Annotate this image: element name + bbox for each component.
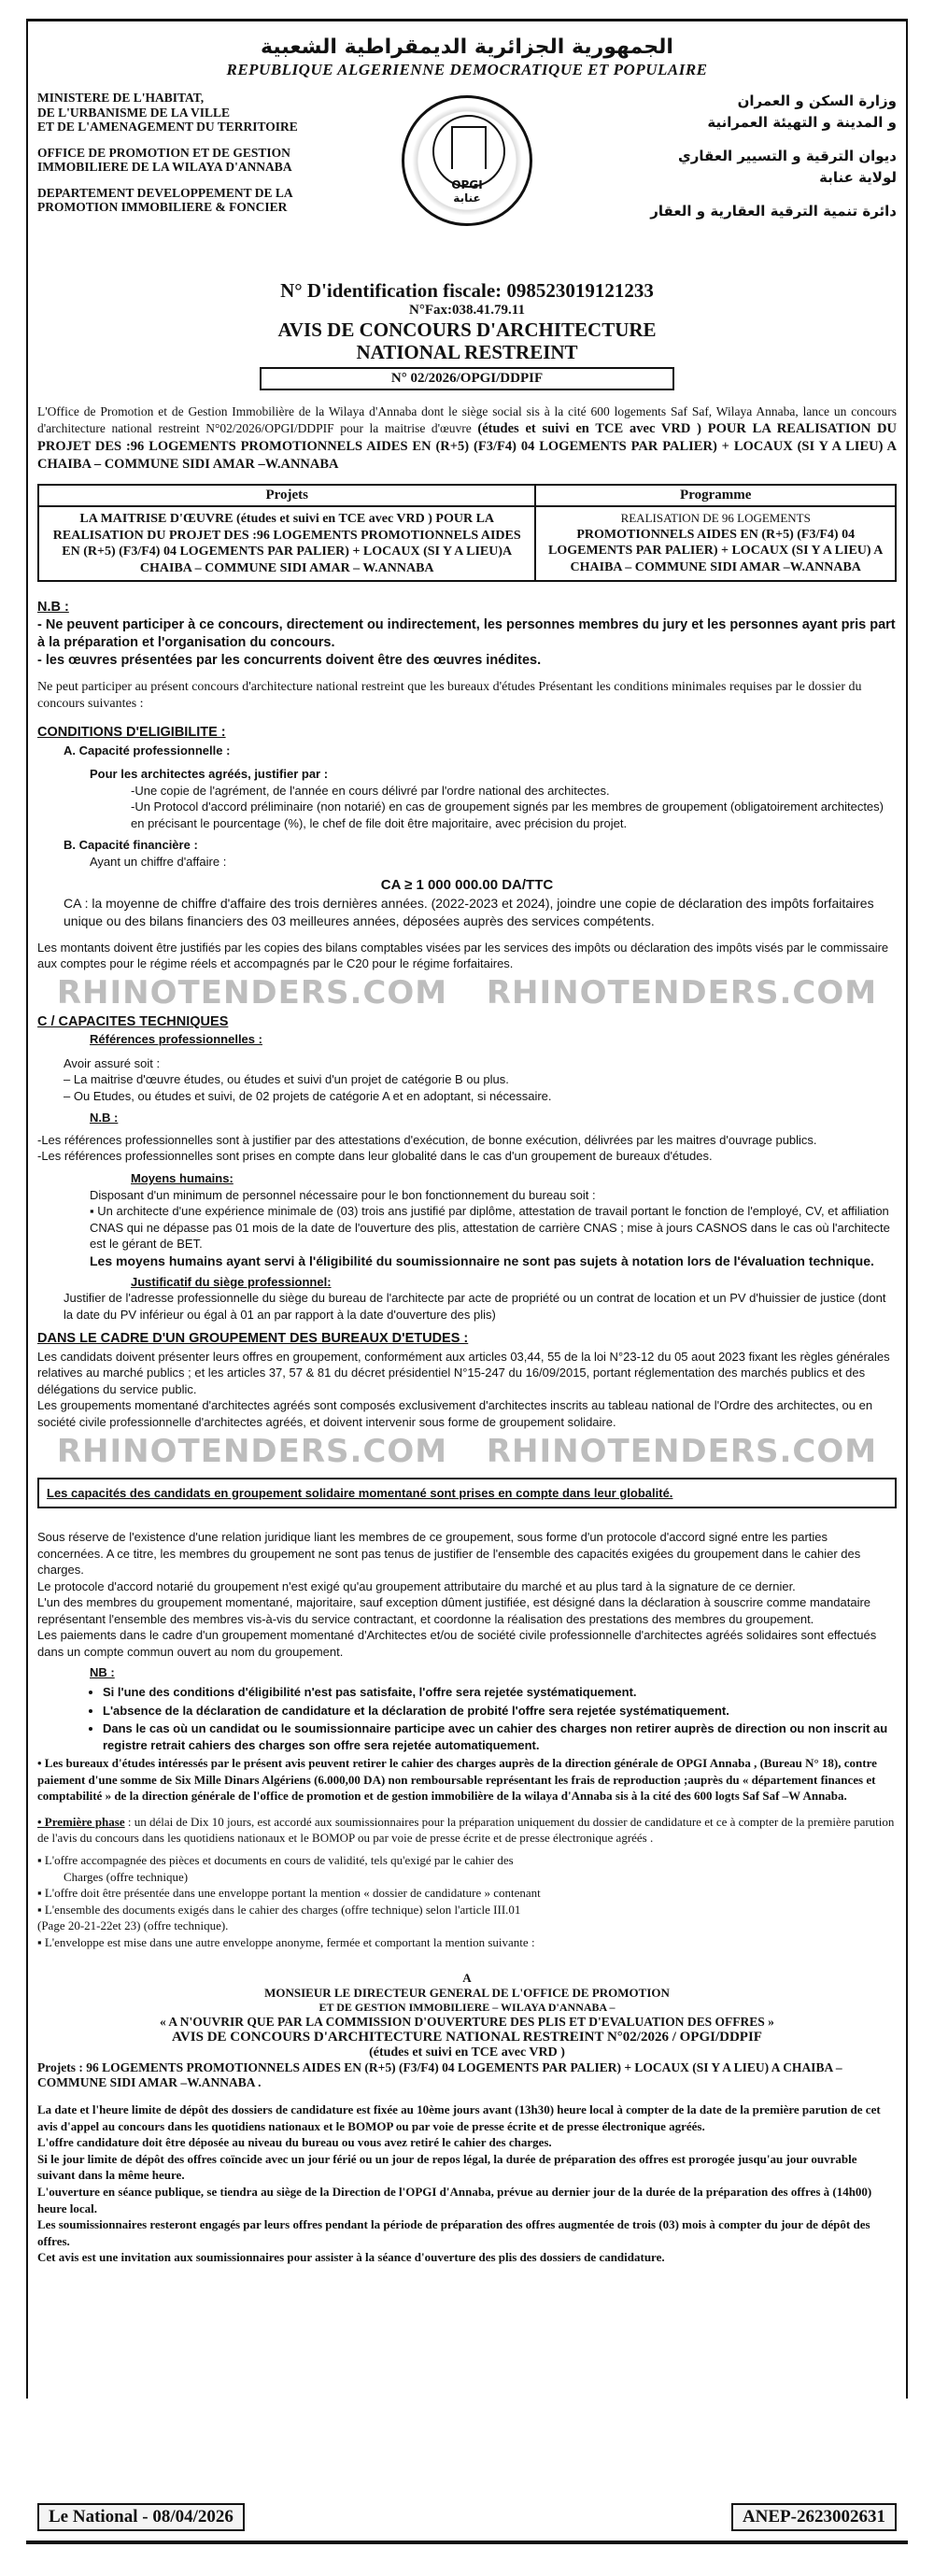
conditions-title: CONDITIONS D'ELIGIBILITE : [37, 725, 226, 741]
watermark: RHINOTENDERS.COM [486, 1432, 878, 1470]
capacites-techniques: C / CAPACITES TECHNIQUES Références professionnelles : Avoir assuré soit : – La maitrise d'œuvre études, ou études et suivi d'un projet de catégorie B ou plus. – Ou Etudes, ou études et suivi, de 02 projets de catégorie A et en adoptant, si nécessaire. N.B : -Les références professionnelles sont à justifier par des attestations d'exécution, de bonne exécution, délivrées par les maitres d'ouvrage publics. -Les références professionnelles sont prises en compte dans leur globalité dans le cas d'un groupement de bureaux d'études. Moyens humains: Disposant d'un minimum de personnel nécessaire pour le bon fonctionnement du bureau soit : ▪ Un architecte d'une expérience minimale de (03) trois ans justifié par diplôme, attestation de travail portant le fonction de l'employé, CV, et affiliation CNAS qui ne dépasse pas 01 mois de la date de l'ouverture des plis, attestation de carrière CNAS ; mise à jours CASNOS dans le cas où l'architecte est le gérant de BET. Les moyens humains ayant servi à l'éligibilité du soumissionnaire ne sont pas sujets à notation lors de l'évaluation technique. Justificatif du siège professionnel: Justifier de l'adresse professionnelle du siège du bureau de l'architecte par acte de propriété ou un contrat de location et un PV d'huissier de justice (dont la date du PV inférieur ou égal à 01 an par rapport à la date d'ouverture des plis) [37, 1013, 897, 1323]
retrait-section [37, 1755, 897, 1950]
office-line-2: IMMOBILIERE DE LA WILAYA D'ANNABA [37, 160, 292, 175]
capacite-pro-title: A. Capacité professionnelle : [64, 743, 231, 757]
ca-text: CA : la moyenne de chiffre d'affaire des trois dernières années. (2022-2023 et 2024), joindre une copie de déclaration des impôts forfaitaires unique ou des bilans financiers des 03 meilleures années, déposées auprès des services compétents. [64, 895, 874, 928]
office-ar-2: لولاية عنابة [819, 168, 897, 186]
republic-arabic: الجمهورية الجزائرية الديمقراطية الشعبية [261, 35, 673, 59]
envelope-line-2: ET DE GESTION IMMOBILIERE – WILAYA D'ANNABA – [318, 2001, 616, 2015]
groupement-section [37, 1330, 897, 1430]
programme-line-2: PROMOTIONNELS AIDES EN (R+5) (F3/F4) 04 LOGEMENTS PAR PALIER) + LOCAUX (SI Y A LIEU) A CHAIBA – COMMUNE SIDI AMAR –W.ANNABA [548, 527, 884, 574]
right-border [906, 19, 908, 2399]
groupement-p1: Les candidats doivent présenter leurs offres en groupement, conformément aux articles 03,44, 55 de la loi N°23-12 du 05 aout 2023 fixant les règles générales relatives au marché publics ; et les articles 37, 57 & 81 du décret présidentiel N°15-247 du 16/09/2015, portant réglementation des marchés publics et des délégations du service public. [37, 1349, 890, 1396]
dept-line-1: DEPARTEMENT DEVELOPPEMENT DE LA [37, 185, 293, 200]
watermark: RHINOTENDERS.COM [56, 1432, 448, 1470]
groupement-p6: Les paiements dans le cadre d'un groupement momentané d'Architectes et/ou de société civile professionnelle d'architectes agréés solidaires sont effectués dans un compte commun ouvert au nom du groupement. [37, 1628, 877, 1659]
offre-item-2: ▪ L'offre doit être présentée dans une enveloppe portant la mention « dossier de candidature » contenant [37, 1886, 541, 1901]
references-title: Références professionnelles : [90, 1032, 262, 1047]
final-f1: La date et l'heure limite de dépôt des dossiers de candidature est fixée au 10ème jours avant (13h30) heure local à compter de la date de la première parution de cet avis d'appel au concours dans les quotidiens nationaux et le BOMOP ou par voie de presse écrite et de presse électronique agréés. [37, 2102, 881, 2133]
groupement-p3: Sous réserve de l'existence d'une relation juridique liant les membres de ce groupement, sous forme d'un protocole d'accord signé entre les parties concernées. A ce titre, les membres du groupement ne sont pas tenus de justifier de l'ensemble des capacités exigées du groupement dans le cahier des charges. [37, 1530, 861, 1578]
nb-line-2: - les œuvres présentées par les concurrents doivent être des œuvres inédites. [37, 652, 542, 668]
watermark: RHINOTENDERS.COM [56, 973, 448, 1012]
letterhead-right [560, 91, 897, 222]
capacites-nb-title: N.B : [90, 1111, 119, 1125]
offre-item-1: ▪ L'offre accompagnée des pièces et documents en cours de validité, tels qu'exigé par le cahier des [37, 1852, 514, 1867]
ca-value: CA ≥ 1 000 000.00 DA/TTC [380, 876, 554, 893]
envelope-line-5: (études et suivi en TCE avec VRD ) [369, 2045, 565, 2060]
office-line-1: OFFICE DE PROMOTION ET DE GESTION [37, 145, 290, 160]
watermark-row-1 [37, 974, 897, 1012]
final-f2: L'offre candidature doit être déposée au niveau du bureau ou vous avez retiré le cahier des charges. [37, 2135, 552, 2150]
envelope-line-3: « A N'OUVRIR QUE PAR LA COMMISSION D'OUVERTURE DES PLIS ET D'EVALUATION DES OFFRES » [160, 2015, 774, 2030]
ministry-ar-1: وزارة السكن و العمران [737, 92, 897, 109]
envelope-label [37, 1971, 897, 2060]
table-row [38, 506, 896, 581]
restreint-paragraph: Ne peut participer au présent concours d'architecture national restreint que les bureaux d'études Présentant les conditions minimales requises par le dossier du concours suivantes : [37, 679, 862, 711]
nb-line-1: - Ne peuvent participer à ce concours, directement ou indirectement, les personnes membres du jury et les personnes ayant pris part à la préparation et l'organisation du concours. [37, 617, 896, 651]
groupement-p5: L'un des membres du groupement momentané, majoritaire, sauf exception dûment justifiée, est désigné dans la déclaration à souscrire comme mandataire représentant l'ensemble des membres vis-à-vis du service contractant, et coordonne la réalisation des prestations des membres du groupement. [37, 1595, 871, 1626]
final-f3: Si le jour limite de dépôt des offres coïncide avec un jour férié ou un jour de repos légal, la durée de préparation des offres est prorogée jusqu'au jour ouvrable suivant dans la même heure. [37, 2151, 857, 2183]
phase-label: • Première phase [37, 1814, 125, 1829]
nb-title: N.B : [37, 600, 69, 616]
capacites-nb-1: -Les références professionnelles sont à justifier par des attestations d'exécution, de bonne exécution, délivrées par les maitres d'ouvrage publics. [37, 1132, 817, 1147]
phase-text: : un délai de Dix 10 jours, est accordé aux soumissionnaires pour la préparation uniquement du dossier de candidature et ce à compter de la première parution de l'avis du concours dans les quotidiens nationaux et le BOMOP ou par voie de presse écrite et de presse électronique agréés . [37, 1814, 895, 1846]
dept-line-2: PROMOTION IMMOBILIERE & FONCIER [37, 200, 288, 215]
moyens-humains-note: Les moyens humains ayant servi à l'éligibilité du soumissionnaire ne sont pas sujets à notation lors de l'évaluation technique. [90, 1253, 874, 1268]
fax-number: N°Fax:038.41.79.11 [409, 303, 525, 318]
offre-item-3: ▪ L'ensemble des documents exigés dans le cahier des charges (offre technique) selon l'article III.01 [37, 1902, 521, 1917]
capacite-pro-item-2: -Un Protocol d'accord préliminaire (non notarié) en cas de groupement signés par les membres de groupement (obligatoirement architectes) en précisant le pourcentage (%), le chef de file doit être majoritaire, avec précision du projet. [131, 800, 884, 830]
avis-number: N° 02/2026/OPGI/DDPIF [260, 367, 674, 390]
envelope-line-1: MONSIEUR LE DIRECTEUR GENERAL DE L'OFFICE DE PROMOTION [264, 1986, 670, 2001]
groupement-title: DANS LE CADRE D'UN GROUPEMENT DES BUREAUX D'ETUDES : [37, 1331, 469, 1347]
envelope-projets: Projets : 96 LOGEMENTS PROMOTIONNELS AIDES EN (R+5) (F3/F4) 04 LOGEMENTS PAR PALIER) + LOCAUX (SI Y A LIEU) A CHAIBA – COMMUNE SIDI AMAR –W.ANNABA . [37, 2060, 842, 2090]
offre-item-4: ▪ L'enveloppe est mise dans une autre enveloppe anonyme, fermée et comportant la mention suivante : [37, 1934, 535, 1949]
col-header-projets: Projets [38, 485, 535, 506]
groupement-p4: Le protocole d'accord notarié du groupement n'est exigé qu'au groupement attributaire du marché et au plus tard à la signature de ce dernier. [37, 1578, 796, 1593]
capacite-fin-title: B. Capacité financière : [64, 838, 198, 853]
final-f5: Les soumissionnaires resteront engagés par leurs offres pendant la période de préparation des offres augmentée de trois (03) mois à compter du jour de dépôt des offres. [37, 2217, 870, 2248]
top-border [26, 19, 908, 21]
projects-table [37, 484, 897, 582]
moyens-humains-item: Un architecte d'une expérience minimale de (03) trois ans justifié par diplôme, attestation de travail portant le fonction de l'employé, CV, et affiliation CNAS qui ne dépasse pas 01 mois de la date de l'ouverture des plis, attestation de carrière CNAS ; mise à jours CASNOS dans le cas où l'architecte est le gérant de BET. [90, 1204, 890, 1252]
watermark: RHINOTENDERS.COM [486, 973, 878, 1012]
letterhead [37, 91, 897, 268]
avis-title-line-1: AVIS DE CONCOURS D'ARCHITECTURE [277, 318, 657, 341]
final-f4: L'ouverture en séance publique, se tiendra au siège de la Direction de l'OPGI d'Annaba, prévue au dernier jour de la durée de la préparation des offres à (14h00) heure local. [37, 2184, 872, 2215]
col-header-programme: Programme [535, 485, 896, 506]
moyens-humains-title: Moyens humains: [131, 1171, 234, 1186]
intro-paragraph [37, 403, 897, 473]
envelope-line-4: AVIS DE CONCOURS D'ARCHITECTURE NATIONAL RESTREINT N°02/2026 / OPGI/DDPIF [172, 2030, 762, 2045]
reference-1: La maitrise d'œuvre études, ou études et suivi d'un projet de catégorie B ou plus. [73, 1072, 509, 1087]
nb-rejection [37, 1664, 897, 1754]
footer [37, 2503, 897, 2531]
conditions-section [37, 724, 897, 972]
republic-french: REPUBLIQUE ALGERIENNE DEMOCRATIQUE ET POPULAIRE [226, 61, 708, 78]
office-ar-1: ديوان الترقية و التسيير العقاري [678, 148, 897, 164]
list-item: • L'absence de la déclaration de candidature et la déclaration de probité l'offre sera rejetée systématiquement. [103, 1703, 897, 1720]
bottom-border [26, 2541, 908, 2544]
opgi-logo [397, 91, 537, 231]
offre-item-1b: Charges (offre technique) [64, 1869, 189, 1884]
capacite-pro-intro: Pour les architectes agréés, justifier par : [90, 767, 329, 782]
moyens-humains-intro: Disposant d'un minimum de personnel nécessaire pour le bon fonctionnement du bureau soit : [90, 1187, 596, 1202]
footer-anep-ref: ANEP-2623002631 [731, 2503, 897, 2531]
groupement-p2: Les groupements momentané d'architectes agréés sont composés exclusivement d'architectes inscrits au tableau national de l'Ordre des architectes, ou en société civile professionnelle d'architectes agréés, et doivent intervenir sous forme de groupement solidaire. [37, 1398, 873, 1430]
siege-title: Justificatif du siège professionnel: [131, 1274, 332, 1289]
cell-programme [535, 506, 896, 581]
fiscal-id: N° D'identification fiscale: 098523019121233 [280, 279, 654, 302]
list-item: • Si l'une des conditions d'éligibilité n'est pas satisfaite, l'offre sera rejetée systématiquement. [103, 1684, 897, 1701]
list-item: • Dans le cas où un candidat ou le soumissionnaire participe avec un cahier des charges non retirer auprès de direction ou non inscrit au registre retrait cahiers des charges son offre sera rejetée automatiquement. [103, 1720, 897, 1753]
opgi-logo-icon [402, 95, 532, 226]
nb-rejection-list [103, 1684, 897, 1753]
montants-text: Les montants doivent être justifiés par les copies des bilans comptables visées par les services des impôts ou déclaration des impôts visés par le commissaire aux comptes pour le régime réels et accompagnés par le C20 pour le régime forfaitaires. [37, 940, 889, 971]
final-f6: Cet avis est une invitation aux soumissionnaires pour assister à la séance d'ouverture des plis des dossiers de candidature. [37, 2250, 665, 2265]
avoir-assure: Avoir assuré soit : [64, 1055, 161, 1070]
programme-line-1: REALISATION DE 96 LOGEMENTS [620, 511, 811, 526]
logo-sub: عنابة [453, 191, 481, 205]
dept-ar: دائرة تنمية الترقية العقارية و العقار [650, 203, 897, 219]
groupement-boxed-note: Les capacités des candidats en groupement solidaire momentané sont prises en compte dans leur globalité. [37, 1478, 897, 1509]
ministry-line-2: DE L'URBANISME DE LA VILLE [37, 105, 231, 120]
reference-2: Ou Etudes, ou études et suivi, de 02 projets de catégorie A et en adoptant, si nécessaire. [73, 1088, 552, 1103]
capacites-title: C / CAPACITES TECHNIQUES [37, 1013, 229, 1029]
offre-item-3b: (Page 20-21-22et 23) (offre technique). [37, 1918, 229, 1933]
capacite-fin-intro: Ayant un chiffre d'affaire : [90, 854, 227, 869]
intro-bold: (études et suivi en TCE avec VRD ) POUR LA REALISATION DU PROJET DES :96 LOGEMENTS PROMOTIONNELS AIDES EN (R+5) (F3/F4) 04 LOGEMENTS PAR PALIER) + LOCAUX (SI Y A LIEU) A CHAIBA – COMMUNE SIDI AMAR –W.ANNABA [37, 420, 897, 472]
ministry-line-3: ET DE L'AMENAGEMENT DU TERRITOIRE [37, 120, 298, 134]
logo-label: OPGI [451, 178, 483, 191]
intro-text: L'Office de Promotion et de Gestion Immobilière de la Wilaya d'Annaba dont le siège social sis à la cité 600 logements Saf Saf, Wilaya Annaba, lance un concours d'architecture national restreint N°02/2026/OPGI/DDPIF pour la maitrise d'œuvre [37, 404, 897, 435]
groupement-details [37, 1529, 897, 1660]
envelope-a: A [462, 1971, 472, 1986]
letterhead-left [37, 91, 374, 226]
capacite-pro-item-1: -Une copie de l'agrément, de l'année en cours délivré par l'ordre national des architectes. [131, 783, 610, 798]
ministry-line-1: MINISTERE DE L'HABITAT, [37, 91, 205, 105]
final-section [37, 2102, 897, 2265]
footer-publication: Le National - 08/04/2026 [37, 2503, 245, 2531]
retrait-p1: • Les bureaux d'études intéressés par le présent avis peuvent retirer le cahier des charges auprès de la direction générale de OPGI Annaba , (Bureau N° 18), contre paiement d'une somme de Six Mille Dinars Algériens (6.000,00 DA) non remboursable représentant les frais de reproduction ;auprès du « département finances et comptabilité » de la direction générale de l'office de promotion et de gestion immobilière de la wilaya d'Annaba sis à la cité des 600 logts Saf Saf –W Annaba. [37, 1756, 877, 1804]
capacites-nb-2: -Les références professionnelles sont prises en compte dans leur globalité dans le cas d'un groupement de bureaux d'études. [37, 1149, 713, 1164]
nb-participation [37, 599, 897, 669]
cell-projets: LA MAITRISE D'ŒUVRE (études et suivi en TCE avec VRD ) POUR LA REALISATION DU PROJET DES :96 LOGEMENTS PROMOTIONNELS AIDES EN (R+5) (F3/F4) 04 LOGEMENTS PAR PALIER) + LOCAUX (SI Y A LIEU)A CHAIBA – COMMUNE SIDI AMAR – W.ANNABA [38, 506, 535, 581]
ministry-ar-2: و المدينة و التهيئة العمرانية [707, 113, 897, 131]
watermark-row-2 [37, 1433, 897, 1470]
left-border [26, 19, 28, 2399]
siege-text: Justifier de l'adresse professionnelle du siège du bureau de l'architecte par acte de propriété ou un contrat de location et un PV d'huissier de justice (dont la date du PV inférieur ou égal à 01 an par rapport à la date d'ouverture des plis) [64, 1291, 886, 1322]
table-header-row [38, 485, 896, 506]
nb-rejection-title: NB : [90, 1664, 115, 1679]
avis-title-line-2: NATIONAL RESTREINT [356, 341, 578, 364]
